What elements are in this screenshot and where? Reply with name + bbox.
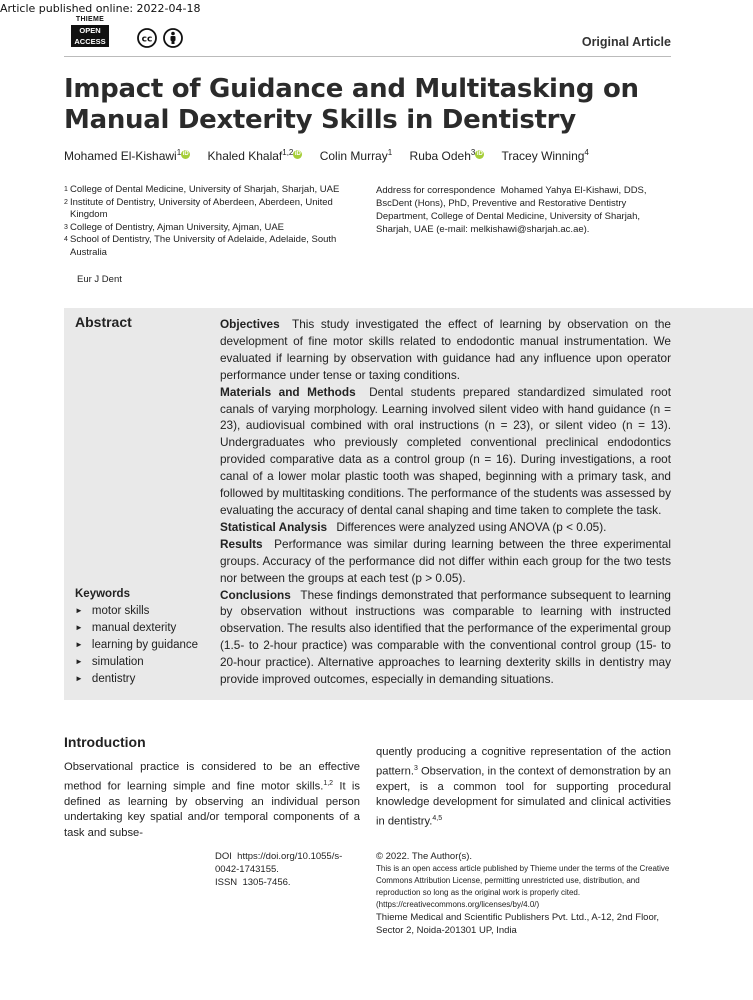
keyword-item[interactable]: ► motor skills	[75, 603, 198, 620]
introduction-heading: Introduction	[64, 734, 146, 750]
abstract-section: Materials and Methods Dental students prepared standardized simulated root canals of varying morphology. Learning involved silent video with hand guidance (n = 23), audiovisual combined with oral instructions (n = 23), or silent video (n = 13). Undergraduates who previously completed conventional preclinical endodontics provided comparative data as a control group (n = 16). During investigations, a root canal of a lower molar plastic tooth was shaped, beginning with a primary task, and followed by multitasking conditions. The performance of the students was assessed by evaluating the accuracy of dental canal shaping and time taken to complete the task.	[220, 384, 671, 517]
published-date: Article published online: 2022-04-18	[0, 2, 201, 15]
author[interactable]: Colin Murray$^1$	[319, 148, 393, 163]
author[interactable]: Tracey Winning$^4$	[501, 148, 589, 163]
author[interactable]: Mohamed El-Kishawi$^1$ iD	[64, 148, 189, 163]
header-divider	[64, 56, 671, 57]
logo-text: THIEME	[75, 16, 105, 23]
abstract-section: Statistical Analysis Differences were analyzed using ANOVA (p < 0.05).	[220, 519, 607, 534]
publisher-address: Thieme Medical and Scientific Publishers Pvt. Ltd., A-12, 2nd Floor, Sector 2, Noida-201301 UP, India	[376, 912, 660, 936]
abstract-section: Results Performance was similar during learning between the three experimental groups. Accuracy of the performance did not differ within each group for the two tests nor between the groups at each test (p > 0.05).	[220, 536, 671, 585]
attribution-icon	[163, 28, 183, 48]
orcid-icon[interactable]: iD	[294, 151, 301, 157]
affiliation: 4 School of Dentistry, The University of Adelaide, Adelaide, South Australia	[64, 234, 337, 258]
creative-commons-icon	[137, 28, 157, 48]
affiliation: 1 College of Dental Medicine, University of Sharjah, Sharjah, UAE	[64, 184, 340, 195]
affiliation: 3 College of Dentistry, Ajman University, Ajman, UAE	[64, 221, 285, 233]
doi-block: DOI https://doi.org/10.1055/s-0042-1743155. ISSN 1305-7456.	[215, 851, 343, 888]
affiliations	[64, 184, 354, 259]
orcid-icon[interactable]: iD	[182, 151, 189, 157]
copyright-block	[376, 850, 676, 937]
thieme-open-access-logo[interactable]	[71, 16, 109, 52]
citation[interactable]: 4,5	[432, 814, 443, 822]
author-list	[64, 148, 603, 163]
logo-open: OPEN	[71, 25, 109, 36]
keyword-item[interactable]: ► simulation	[75, 654, 198, 671]
keywords	[75, 586, 198, 687]
keyword-item[interactable]: ► learning by guidance	[75, 637, 198, 654]
correspondence-address: Address for correspondence Mohamed Yahya El-Kishawi, DDS, BscDent (Hons), PhD, Preventive and Restorative Dentistry Department, College of Dental Medicine, University of Sharjah, Sharjah, UAE (e-mail: melkishawi@sharjah.ac.ae).	[376, 185, 647, 235]
abstract-text	[220, 316, 671, 688]
orcid-icon[interactable]: iD	[476, 151, 483, 157]
citation[interactable]: 3	[413, 764, 418, 772]
copyright: © 2022. The Author(s).	[376, 851, 473, 862]
introduction-column-1: Observational practice is considered to be an effective method for learning simple and fine motor skills.$^{1,2}$ It is defined as learning by observing an individual person undertaking key spatial and/or temporal components of a task and subse-	[64, 761, 360, 839]
cc-license-icons[interactable]	[137, 28, 183, 48]
logo-access: ACCESS	[71, 36, 109, 47]
keywords-heading: Keywords	[75, 588, 130, 600]
abstract-section: Objectives This study investigated the effect of learning by observation on the development of fine motor skills related to endodontic manual instrumentation. We evaluated if learning by observation with guidance had any influence upon operator performance under tense or taxing conditions.	[220, 317, 671, 382]
author[interactable]: Khaled Khalaf$^{1,2}$ iD	[207, 148, 301, 163]
license-text: This is an open access article published by Thieme under the terms of the Creative Commons Attribution License, permitting unrestricted use, distribution, and reproduction so long as the original work is properly cited. (https://creativecommons.org/licenses/by/4.0/)	[376, 864, 670, 909]
author[interactable]: Ruba Odeh$^3$ iD	[409, 148, 483, 163]
citation[interactable]: 1,2	[323, 779, 334, 787]
article-type: Original Article	[581, 35, 671, 49]
doi-link[interactable]: https://doi.org/10.1055/s-0042-1743155.	[215, 851, 343, 875]
keyword-item[interactable]: ► dentistry	[75, 671, 198, 688]
affiliation: 2 Institute of Dentistry, University of Aberdeen, Aberdeen, United Kingdom	[64, 196, 333, 220]
journal-name: Eur J Dent	[77, 274, 122, 285]
article-title: Impact of Guidance and Multitasking on Manual Dexterity Skills in Dentistry	[64, 74, 639, 135]
abstract-section: Conclusions These findings demonstrated that performance subsequent to learning by observation without instructions was comparable to learning with instructed observation. The results also identified that the performance of the experimental group (1.5- to 2-hour practice) was comparable with the conventional control group (15- to 20-hour practice). Alternative approaches to learning dexterity skills in dentistry may provide improved outcomes, especially in demanding situations.	[220, 587, 671, 687]
svg-text:cc: cc	[141, 34, 153, 45]
abstract-heading: Abstract	[75, 314, 132, 330]
introduction-column-2: quently producing a cognitive representation of the action pattern.$^3$ Observation, in the context of demonstration by an expert, is a common tool for supporting procedural knowledge development for simulated and clinical activities in dentistry.$^{4,5}$	[376, 746, 671, 828]
keyword-item[interactable]: ► manual dexterity	[75, 620, 198, 637]
